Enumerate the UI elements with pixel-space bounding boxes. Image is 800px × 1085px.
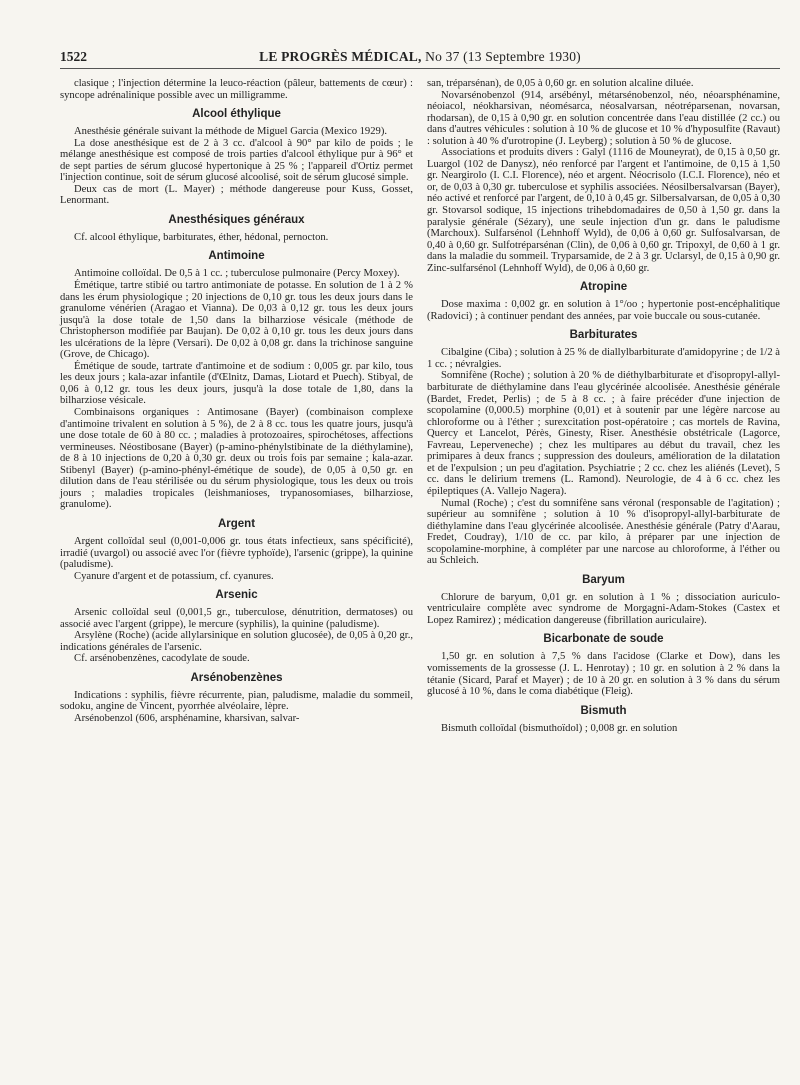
left-column — [60, 78, 413, 725]
journal-title — [60, 49, 780, 65]
paragraph: Cibalgine (Ciba) ; solution à 25 % de diallylbarbiturate d'amidopyrine ; de 1/2 à 1 cc. ; névralgies. — [427, 347, 780, 370]
paragraph: clasique ; l'injection détermine la leuco-réaction (pâleur, battements de cœur) : syncope adrénalinique possible avec un milligramme. — [60, 78, 413, 101]
paragraph: Numal (Roche) ; c'est du somnifène sans véronal (responsable de l'agitation) ; supérieur au somnifène ; solution à 10 % d'isopropyl-allyl-barbiturate de diéthylamine dans l'eau glycérinée alcoolisée. Anesthésie générale (Patry d'Aarau, Fredet, Coudray), 1/10 de cc. par kilo, à préparer par une injection de scopolamine-morphine, à compléter par une narcose au chloroforme, à l'éther ou au Schleich. — [427, 497, 780, 567]
paragraph: Combinaisons organiques : Antimosane (Bayer) (combinaison complexe d'antimoine trivalent en solution à 5 %), de 2 à 8 cc. tous les quatre jours, jusqu'à une dose totale de 60 à 80 cc. ; maladies à protozoaires, spirochétoses, affections vermineuses. Néostibosane (Bayer) (p-amino-phénylstibinate de la diéthylamine), de 8 à 10 injections de 0,20 à 0,30 gr. deux ou trois fois par semaine ; kala-azar. Stibenyl (Bayer) (p-amino-phényl-émétique de soude), de 0,05 à 0,50 gr. en dilution dans de l'eau stérilisée ou du sérum physiologique, tous les deux ou trois jours ; maladies tropicales (leishmanioses, trypanosomiases, bilharziose, granulome). — [60, 407, 413, 511]
paragraph: Bismuth colloïdal (bismuthoïdol) ; 0,008 gr. en solution — [441, 722, 678, 734]
paragraph: Associations et produits divers : Galyl (1116 de Mouneyrat), de 0,15 à 0,50 gr. Luargol (102 de Danysz), néo renforcé par l'argent et l'antimoine, de 0,15 à 1,50 gr. Neargirolo (I. C.I. Florence), néo et argent. Néocrisolo (I.C.I. Florence), néo et or, de 0,03 à 0,30 gr. tuberculose et syphilis associées. Néosilbersalvarsan (Bayer), néo activé et renforcé par l'argent, de 0,10 à 0,45 gr. Silbersalvarsan, de 0,05 à 0,30 gr. Stovarsol sodique, 15 injections trihebdomadaires de 0,50 à 1,50 gr. dans la paralysie générale (Sézary), une seule injection d'un gr. dans le paludisme (Marchoux). Sulfarsénol (Lehnhoff Wyld), de 0,06 à 0,60 gr. Sulfosalvarsan, de 0,40 à 0,60 gr. Sulfotréparsénan (Clin), de 0,06 à 0,60 gr. Tripoxyl, de 0,60 à 1 gr. dans la maladie du sommeil. Tryparsamide, de 2 à 3 gr. Uclarsyl, de 0,15 à 0,90 gr. Zinc-sulfarsénol (Lehnhoff Wyld), de 0,06 à 0,60 gr. — [427, 147, 780, 274]
section-heading: Barbiturates — [569, 329, 638, 342]
section-heading: Bismuth — [580, 704, 627, 717]
right-column — [427, 78, 780, 734]
paragraph: Émétique de soude, tartrate d'antimoine et de sodium : 0,005 gr. par kilo, tous les deux jours ; kala-azar infantile (d'Œlnitz, Damas, Liotard et Puech). Stibyal, de 0,06 à 0,12 gr. tous les deux jours, jusqu'à la dose totale de 1,80, dans la bilharziose vésicale. — [60, 360, 413, 407]
paragraph: Cf. alcool éthylique, barbiturates, éther, hédonal, pernocton. — [74, 231, 329, 243]
paragraph: Anesthésie générale suivant la méthode de Miguel Garcia (Mexico 1929). — [74, 126, 387, 138]
paragraph: Indications : syphilis, fièvre récurrente, pian, paludisme, maladie du sommeil, sodoku, angine de Vincent, pyorrhée alvéolaire, lèpre. — [60, 689, 413, 713]
paragraph: Antimoine colloïdal. De 0,5 à 1 cc. ; tuberculose pulmonaire (Percy Moxey). — [74, 268, 400, 280]
journal-name: LE PROGRÈS MÉDICAL, — [259, 49, 422, 64]
issue-info: No 37 (13 Septembre 1930) — [425, 49, 581, 64]
paragraph: Novarsénobenzol (914, arsébényl, métarsénobenzol, néo, néoarsphénamine, néoiacol, néokharsivan, néomésarca, néosalvarsan, néotréparsenan, novarsan, rhodarsan), de 0,15 à 0,90 gr. en solution concentrée dans l'eau distillée (2 cc.) ou dans d'autres véhicules : solution à 10 % de glucose et 10 % d'hyposulfite (Ravaut) : solution à 40 % d'urotropine (J. Leyberg) ; solution à 50 % de glucose. — [427, 89, 780, 147]
section-heading: Arsénobenzènes — [190, 671, 283, 684]
paragraph: Émétique, tartre stibié ou tartro antimoniate de potasse. En solution de 1 à 2 % dans les érum physiologique ; 20 injections de 0,10 gr. tous les deux jours dans le granulome vénérien (Aragao et Vianna). De 0,03 à 0,12 gr. tous les deux jours jusqu'à la dose totale de 1,50 dans la bilharziose vésicale (méthode de Christopherson modifiée par Baujan). De 0,02 à 0,10 gr. tous les deux jours dans les ulcérations de la lèpre (Versari). De 0,02 à 0,08 gr. dans la trichinose sanguine (Grove, de Chicago). — [60, 280, 413, 361]
paragraph: Deux cas de mort (L. Mayer) ; méthode dangereuse pour Kuss, Gosset, Lenormant. — [60, 183, 413, 207]
paragraph: san, tréparsénan), de 0,05 à 0,60 gr. en solution alcaline diluée. — [427, 78, 694, 89]
section-heading: Anesthésiques généraux — [168, 213, 305, 226]
paragraph: Somnifène (Roche) ; solution à 20 % de diéthylbarbiturate et d'isopropyl-allyl-barbiturate de diéthylamine dans l'eau glycérinée alcoolisée. Anesthésie générale (Bardet, Fredet, Perlis) ; de 5 à 8 cc. ; à faire précéder d'une injection de scopolamine (0,000.5) morphine (0,01) et à soutenir par une légère narcose au chloroforme ou à l'éther ; surexcitation post-opératoire ; cas mortels de Ravina, Quercy et Lancelot, Pérès, Ginesty, Riser. Anesthésie obstétricale (Lagorce, Favreau, Leperveneche) ; chez les multipares au début du travail, chez les primipares à deux francs ; suppression des douleurs, amélioration de la dilatation et de l'expulsion ; un peu d'agitation. Psychiatrie ; 2 cc. chez les aliénés (Levet), 5 cc. dans le delirium tremens (L. Ramond). Neurologie, de 4 à 6 cc. chez les épileptiques (A. Vallejo Nagera). — [427, 370, 780, 497]
paragraph: La dose anesthésique est de 2 à 3 cc. d'alcool à 90° par kilo de poids ; le mélange anesthésique est composé de trois parties d'alcool éthylique pur à 96° et de sept parties de sérum glucosé hypertonique à 25 % ; l'appareil d'Ortiz permet l'injection continue, soit de sérum glucosé alcoolisé, soit de sérum glucosé simple. — [60, 137, 413, 184]
paragraph: Arsylène (Roche) (acide allylarsinique en solution glucosée), de 0,05 à 0,20 gr., indications générales de l'arsenic. — [60, 630, 413, 653]
paragraph: 1,50 gr. en solution à 7,5 % dans l'acidose (Clarke et Dow), dans les vomissements de la grossesse (J. L. Henrotay) ; 10 gr. en solution à 2 % dans la tétanie (Sicard, Paraf et Mayer) ; de 10 à 20 gr. en solution à 3 % dans du sérum glucosé à 10 %, dans le coma diabétique (Fleig). — [427, 651, 780, 698]
paragraph: Chlorure de baryum, 0,01 gr. en solution à 1 % ; dissociation auriculo-ventriculaire complète avec syndrome de Morgagni-Adam-Stokes (Castex et Lopez Ramirez) ; médication dangereuse (fibrillation auriculaire). — [427, 591, 780, 626]
paragraph: Arsénobenzol (606, arsphénamine, kharsivan, salvar- — [74, 712, 300, 724]
section-heading: Antimoine — [208, 250, 265, 263]
page-number: 1522 — [60, 49, 87, 64]
section-heading: Bicarbonate de soude — [543, 633, 664, 646]
section-heading: Atropine — [579, 281, 628, 294]
paragraph: Cf. arsénobenzènes, cacodylate de soude. — [74, 653, 250, 665]
paragraph: Cyanure d'argent et de potassium, cf. cyanures. — [74, 570, 274, 582]
section-heading: Alcool éthylique — [192, 108, 281, 121]
paragraph: Arsenic colloïdal seul (0,001,5 gr., tuberculose, dénutrition, dermatoses) ou associé avec l'argent (grippe), le mercure (syphilis), la quinine (paludisme). — [60, 607, 413, 630]
section-heading: Baryum — [582, 573, 625, 586]
running-header — [60, 46, 780, 69]
paragraph: Argent colloïdal seul (0,001-0,006 gr. tous états infectieux, sans spécificité), irradié (uvargol) ou associé avec l'or (fièvre typhoïde), l'arsenic (grippe), la quinine (paludisme). — [60, 535, 413, 571]
section-heading: Arsenic — [215, 589, 258, 602]
section-heading: Argent — [217, 517, 256, 530]
paragraph: Dose maxima : 0,002 gr. en solution à 1°/oo ; hypertonie post-encéphalitique (Radovici) ; à continuer pendant des années, par voie buccale ou sous-cutanée. — [427, 299, 780, 322]
